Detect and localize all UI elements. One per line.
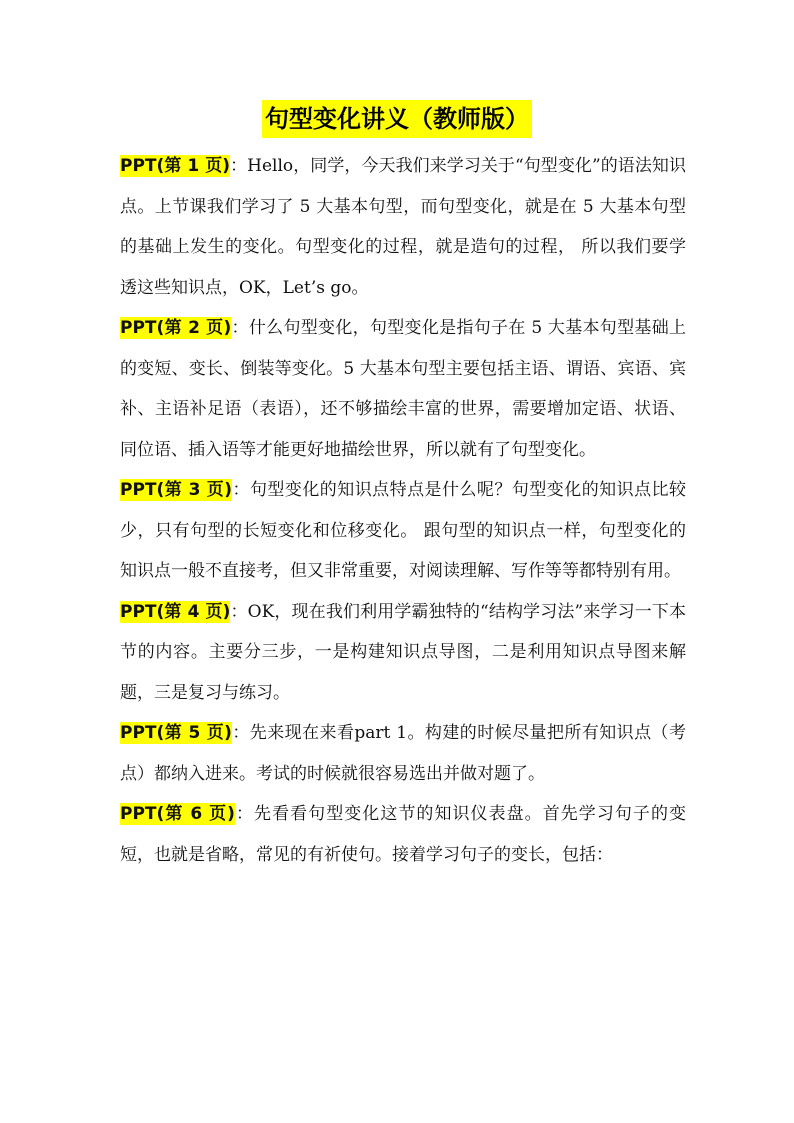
slide-label: PPT(第 6 页) [120,804,235,824]
title-container [0,100,794,138]
label-separator: ： [232,480,250,500]
paragraph-text: 先看看句型变化这节的知识仪表盘。首先学习句子的变短，也就是省略，常见的有祈使句。接着学习句子的变长，包括： [120,804,687,865]
paragraph-text: 什么句型变化，句型变化是指句子在 5 大基本句型基础上的变短、变长、倒装等变化。5 大基本句型主要包括主语、谓语、宾语、宾补、主语补足语（表语），还不够描绘丰富的世界，需要增加定语、状语、同位语、插入语等才能更好地描绘世界，所以就有了句型变化。 [120,318,686,460]
paragraph-ppt-2 [120,308,686,470]
paragraph-ppt-4 [120,592,686,714]
document-title: 句型变化讲义（教师版） [262,100,532,138]
document-body [120,146,686,875]
paragraph-ppt-3 [120,470,686,592]
slide-label: PPT(第 5 页) [120,723,232,743]
paragraph-ppt-1 [120,146,686,308]
paragraph-text: Hello，同学，今天我们来学习关于“句型变化”的语法知识点。上节课我们学习了 5 大基本句型，而句型变化，就是在 5 大基本句型的基础上发生的变化。句型变化的过程，就是造句的过程， 所以我们要学透这些知识点，OK，Let’s go。 [120,156,686,298]
slide-label: PPT(第 2 页) [120,318,232,338]
paragraph-ppt-5 [120,713,686,794]
label-separator: ： [230,601,248,622]
label-separator: ： [230,156,248,176]
slide-label: PPT(第 1 页) [120,156,231,176]
label-separator: ： [231,723,250,743]
paragraph-text: 句型变化的知识点特点是什么呢？句型变化的知识点比较少，只有句型的长短变化和位移变化。 跟句型的知识点一样，句型变化的知识点一般不直接考，但又非常重要，对阅读理解、写作等等都特别有用。 [120,480,686,581]
label-separator: ： [231,318,249,338]
slide-label: PPT(第 4 页) [120,601,231,622]
paragraph-ppt-6 [120,794,686,875]
slide-label: PPT(第 3 页) [120,480,233,500]
paragraph-text: 先来现在来看part 1。构建的时候尽量把所有知识点（考点）都纳入进来。考试的时候就很容易选出并做对题了。 [120,723,686,784]
label-separator: ： [234,804,255,824]
paragraph-text: OK，现在我们利用学霸独特的“结构学习法”来学习一下本节的内容。主要分三步，一是构建知识点导图，二是利用知识点导图来解题，三是复习与练习。 [120,601,686,703]
